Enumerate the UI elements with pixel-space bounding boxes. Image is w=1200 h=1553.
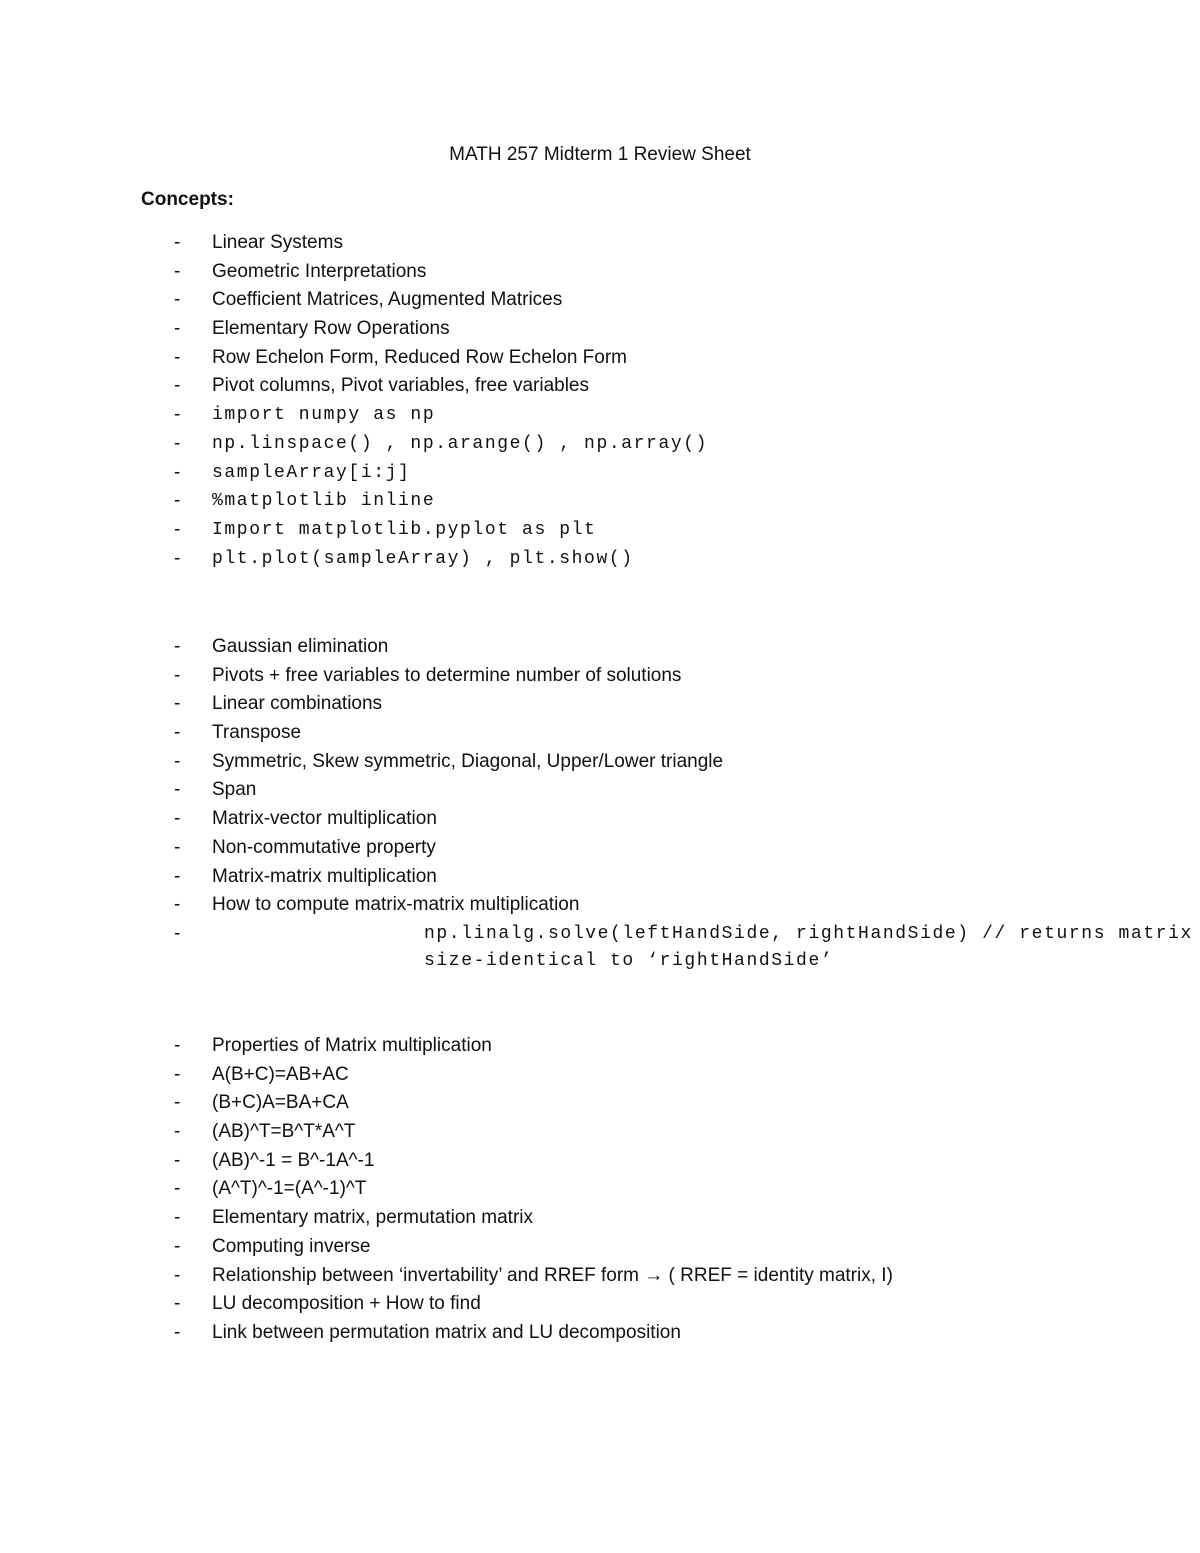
list-item-text: Pivots + free variables to determine number of solutions — [212, 664, 682, 686]
list-item-text: Linear Systems — [212, 232, 343, 253]
list-item-text: Span — [212, 779, 257, 801]
list-item-text: Elementary Row Operations — [212, 318, 450, 340]
list-bullet: - — [174, 836, 181, 858]
list-bullet: - — [174, 693, 181, 715]
list-bullet: - — [174, 894, 181, 916]
list-item — [0, 401, 1200, 430]
list-bullet: - — [174, 1121, 181, 1143]
list-item — [0, 1147, 1200, 1176]
list-item — [0, 863, 1200, 892]
list-bullet: - — [174, 1235, 181, 1257]
list-item — [0, 662, 1200, 691]
concepts-list-section-1 — [0, 229, 1200, 573]
list-item — [0, 459, 1200, 488]
list-item-text: Elementary matrix, permutation matrix — [212, 1207, 533, 1229]
list-bullet: - — [174, 461, 181, 483]
concepts-list-section-3 — [0, 1032, 1200, 1348]
list-item-text: Computing inverse — [212, 1235, 371, 1257]
code-item-text: %matplotlib inline — [212, 491, 436, 512]
list-item — [0, 719, 1200, 748]
code-item-text: Import matplotlib.pyplot as plt — [212, 519, 597, 540]
code-item-text: np.linalg.solve(leftHandSide, rightHandSide) // returns matrix size-identical to ‘rightHandSide’ — [424, 923, 1193, 971]
list-item — [0, 372, 1200, 401]
list-bullet: - — [174, 1293, 181, 1315]
list-bullet: - — [174, 1207, 181, 1229]
list-bullet: - — [174, 318, 181, 340]
list-item — [0, 1118, 1200, 1147]
code-item-text: np.linspace() , np.arange() , np.array() — [212, 433, 709, 454]
list-item-text: Row Echelon Form, Reduced Row Echelon Form — [212, 346, 628, 368]
list-item-text: Properties of Matrix multiplication — [212, 1035, 492, 1056]
list-bullet: - — [174, 1178, 181, 1200]
list-item-text: Matrix-matrix multiplication — [212, 865, 437, 887]
list-item-text: Pivot columns, Pivot variables, free variables — [212, 375, 589, 397]
list-item — [0, 516, 1200, 545]
list-bullet: - — [174, 636, 181, 657]
list-item-text: (B+C)A=BA+CA — [212, 1092, 349, 1114]
list-item-text: Linear combinations — [212, 693, 383, 715]
list-item-text: Transpose — [212, 722, 302, 744]
list-bullet: - — [174, 865, 181, 887]
list-item-text: Non-commutative property — [212, 836, 436, 858]
list-item — [0, 1262, 1200, 1291]
list-item-text: Geometric Interpretations — [212, 260, 427, 282]
list-bullet: - — [174, 750, 181, 772]
list-bullet: - — [174, 922, 181, 944]
list-item — [0, 430, 1200, 459]
document-title: MATH 257 Midterm 1 Review Sheet — [449, 144, 751, 165]
list-item — [0, 1290, 1200, 1319]
list-item-text: Gaussian elimination — [212, 636, 389, 657]
list-bullet: - — [174, 1092, 181, 1114]
list-item — [0, 834, 1200, 863]
list-bullet: - — [174, 432, 181, 454]
list-item-text: Link between permutation matrix and LU decomposition — [212, 1321, 681, 1343]
list-item — [0, 545, 1200, 574]
list-item — [0, 805, 1200, 834]
list-bullet: - — [174, 1321, 181, 1343]
list-item — [0, 315, 1200, 344]
list-item — [0, 1032, 1200, 1061]
list-item — [0, 1175, 1200, 1204]
code-item-text: import numpy as np — [212, 405, 436, 426]
list-item — [0, 344, 1200, 373]
list-item — [0, 487, 1200, 516]
list-item — [0, 229, 1200, 258]
code-item-text: sampleArray[i:j] — [212, 462, 411, 483]
list-item — [0, 690, 1200, 719]
list-item — [0, 1061, 1200, 1090]
list-bullet: - — [174, 232, 181, 253]
list-item-text: Relationship between ‘invertability’ and RREF form → ( RREF = identity matrix, I) — [212, 1264, 893, 1286]
list-bullet: - — [174, 664, 181, 686]
list-item — [0, 776, 1200, 805]
list-bullet: - — [174, 375, 181, 397]
list-item — [0, 748, 1200, 777]
list-bullet: - — [174, 1035, 181, 1056]
list-item-text: (A^T)^-1=(A^-1)^T — [212, 1178, 367, 1200]
list-item-text: Coefficient Matrices, Augmented Matrices — [212, 289, 563, 311]
list-bullet: - — [174, 547, 181, 569]
list-item — [0, 258, 1200, 287]
list-bullet: - — [174, 490, 181, 512]
list-item — [0, 891, 1200, 920]
list-item-text: How to compute matrix-matrix multiplication — [212, 894, 580, 916]
list-item — [0, 1233, 1200, 1262]
list-item — [0, 1089, 1200, 1118]
list-item — [0, 1204, 1200, 1233]
list-item-text: Symmetric, Skew symmetric, Diagonal, Upper/Lower triangle — [212, 750, 724, 772]
list-bullet: - — [174, 722, 181, 744]
code-item-text: plt.plot(sampleArray) , plt.show() — [212, 548, 634, 569]
concepts-heading: Concepts: — [141, 189, 234, 210]
list-bullet: - — [174, 779, 181, 801]
list-item-text: (AB)^T=B^T*A^T — [212, 1121, 356, 1143]
list-bullet: - — [174, 260, 181, 282]
list-item — [0, 286, 1200, 315]
list-bullet: - — [174, 518, 181, 540]
list-item — [0, 920, 1200, 975]
list-item-text: LU decomposition + How to find — [212, 1293, 481, 1315]
list-item-text: Matrix-vector multiplication — [212, 808, 437, 830]
list-item — [0, 633, 1200, 662]
list-bullet: - — [174, 808, 181, 830]
list-item-text: A(B+C)=AB+AC — [212, 1063, 349, 1085]
list-bullet: - — [174, 289, 181, 311]
list-bullet: - — [174, 404, 181, 426]
list-bullet: - — [174, 1264, 181, 1286]
list-bullet: - — [174, 1149, 181, 1171]
list-bullet: - — [174, 346, 181, 368]
concepts-list-section-2 — [0, 633, 1200, 975]
list-bullet: - — [174, 1063, 181, 1085]
list-item — [0, 1319, 1200, 1348]
list-item-text: (AB)^-1 = B^-1A^-1 — [212, 1149, 375, 1171]
